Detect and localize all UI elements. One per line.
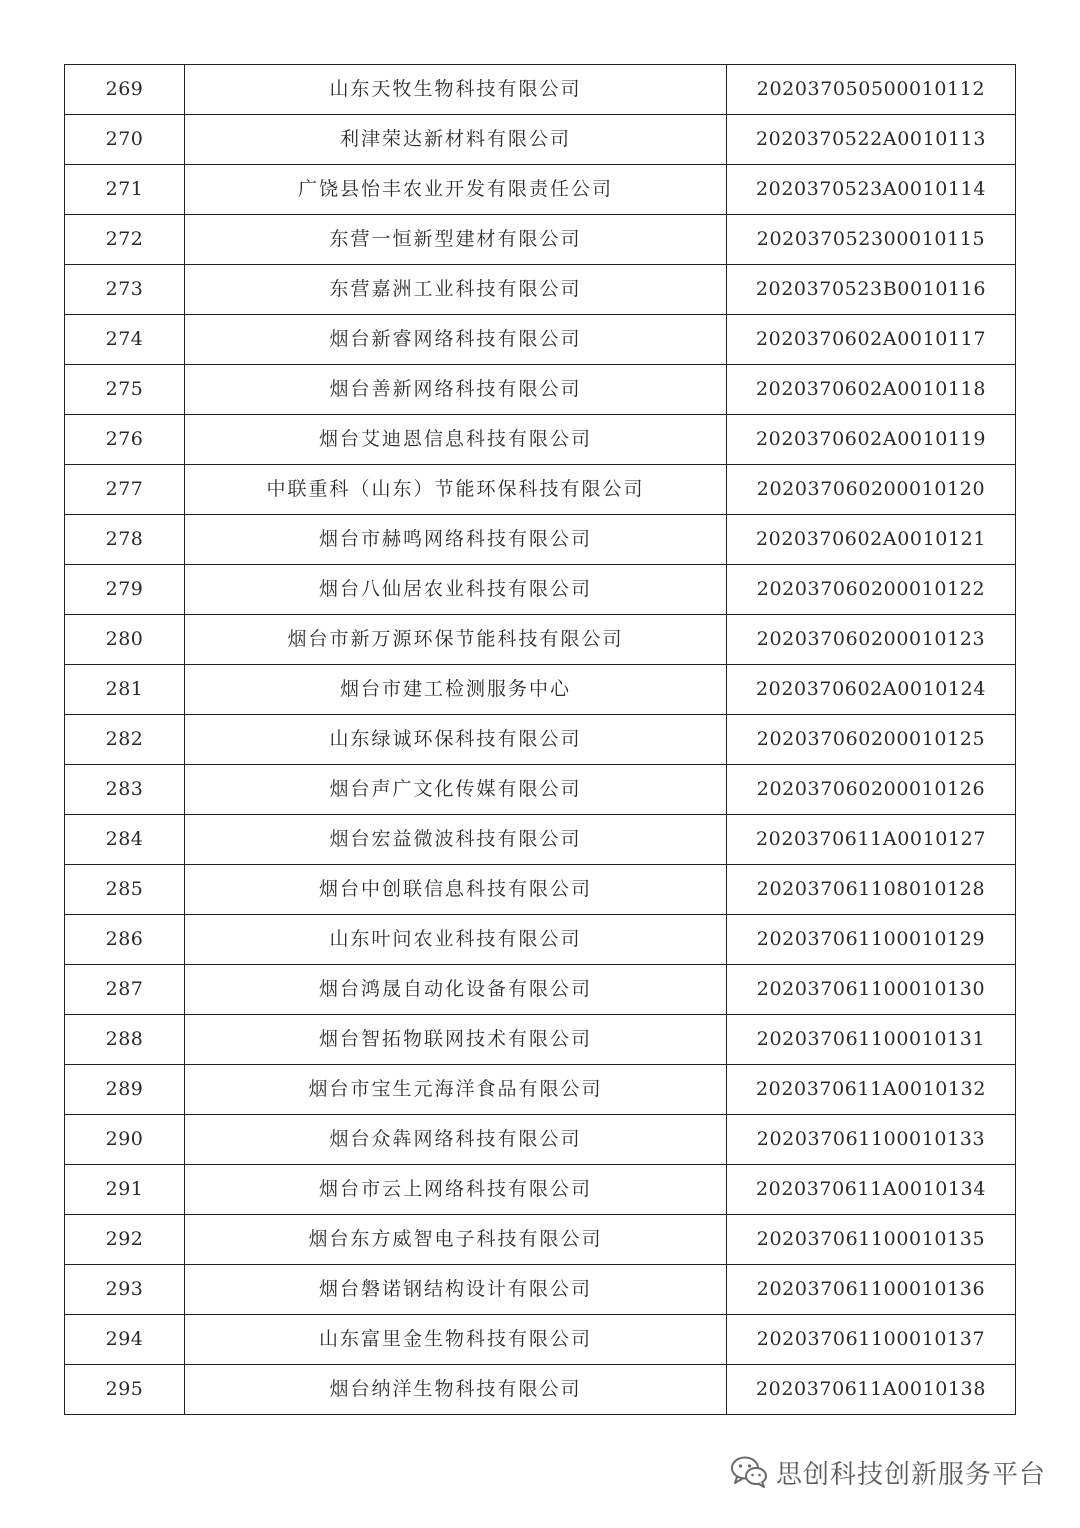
company-name: 烟台善新网络科技有限公司 <box>185 365 727 415</box>
company-name: 东营一恒新型建材有限公司 <box>185 215 727 265</box>
row-number: 295 <box>65 1365 185 1415</box>
row-number: 284 <box>65 815 185 865</box>
company-list-table <box>64 64 1016 1415</box>
table-row <box>65 615 1016 665</box>
table-row <box>65 1365 1016 1415</box>
company-name: 烟台艾迪恩信息科技有限公司 <box>185 415 727 465</box>
table-row <box>65 365 1016 415</box>
table-row <box>65 165 1016 215</box>
row-number: 277 <box>65 465 185 515</box>
company-name: 烟台市宝生元海洋食品有限公司 <box>185 1065 727 1115</box>
registration-code: 202037052300010115 <box>727 215 1016 265</box>
watermark <box>730 1450 1046 1494</box>
registration-code: 202037060200010126 <box>727 765 1016 815</box>
table-row <box>65 815 1016 865</box>
row-number: 280 <box>65 615 185 665</box>
company-name: 烟台新睿网络科技有限公司 <box>185 315 727 365</box>
table-row <box>65 865 1016 915</box>
table-row <box>65 565 1016 615</box>
row-number: 270 <box>65 115 185 165</box>
row-number: 287 <box>65 965 185 1015</box>
registration-code: 202037060200010120 <box>727 465 1016 515</box>
company-name: 烟台东方威智电子科技有限公司 <box>185 1215 727 1265</box>
row-number: 282 <box>65 715 185 765</box>
company-name: 山东富里金生物科技有限公司 <box>185 1315 727 1365</box>
row-number: 274 <box>65 315 185 365</box>
row-number: 286 <box>65 915 185 965</box>
registration-code: 202037061100010131 <box>727 1015 1016 1065</box>
row-number: 285 <box>65 865 185 915</box>
registration-code: 202037060200010123 <box>727 615 1016 665</box>
company-name: 山东叶问农业科技有限公司 <box>185 915 727 965</box>
registration-code: 2020370611A0010127 <box>727 815 1016 865</box>
company-name: 烟台市赫鸣网络科技有限公司 <box>185 515 727 565</box>
registration-code: 202037061100010129 <box>727 915 1016 965</box>
registration-code: 202037061100010137 <box>727 1315 1016 1365</box>
table-row <box>65 1265 1016 1315</box>
row-number: 289 <box>65 1065 185 1115</box>
registration-code: 2020370602A0010121 <box>727 515 1016 565</box>
row-number: 278 <box>65 515 185 565</box>
table-row <box>65 965 1016 1015</box>
table-row <box>65 915 1016 965</box>
watermark-text: 思创科技创新服务平台 <box>776 1459 1047 1490</box>
row-number: 290 <box>65 1115 185 1165</box>
table-row <box>65 1215 1016 1265</box>
company-name: 烟台中创联信息科技有限公司 <box>185 865 727 915</box>
company-name: 中联重科（山东）节能环保科技有限公司 <box>185 465 727 515</box>
table-row <box>65 115 1016 165</box>
table-row <box>65 1065 1016 1115</box>
row-number: 276 <box>65 415 185 465</box>
company-name: 烟台鸿晟自动化设备有限公司 <box>185 965 727 1015</box>
row-number: 293 <box>65 1265 185 1315</box>
row-number: 283 <box>65 765 185 815</box>
company-name: 烟台声广文化传媒有限公司 <box>185 765 727 815</box>
registration-code: 2020370611A0010134 <box>727 1165 1016 1215</box>
row-number: 272 <box>65 215 185 265</box>
table-row <box>65 715 1016 765</box>
table-row <box>65 315 1016 365</box>
company-name: 烟台磐诺钢结构设计有限公司 <box>185 1265 727 1315</box>
table-row <box>65 465 1016 515</box>
registration-code: 2020370602A0010119 <box>727 415 1016 465</box>
row-number: 275 <box>65 365 185 415</box>
table-row <box>65 65 1016 115</box>
registration-code: 202037061100010130 <box>727 965 1016 1015</box>
company-name: 烟台市云上网络科技有限公司 <box>185 1165 727 1215</box>
registration-code: 202037060200010125 <box>727 715 1016 765</box>
company-name: 利津荣达新材料有限公司 <box>185 115 727 165</box>
registration-code: 202037061100010136 <box>727 1265 1016 1315</box>
registration-code: 2020370523A0010114 <box>727 165 1016 215</box>
registration-code: 2020370602A0010124 <box>727 665 1016 715</box>
registration-code: 2020370602A0010117 <box>727 315 1016 365</box>
table-row <box>65 665 1016 715</box>
row-number: 271 <box>65 165 185 215</box>
table-row <box>65 215 1016 265</box>
table-row <box>65 1115 1016 1165</box>
table-row <box>65 1015 1016 1065</box>
company-name: 烟台市新万源环保节能科技有限公司 <box>185 615 727 665</box>
registration-code: 2020370522A0010113 <box>727 115 1016 165</box>
company-name: 山东天牧生物科技有限公司 <box>185 65 727 115</box>
row-number: 292 <box>65 1215 185 1265</box>
row-number: 291 <box>65 1165 185 1215</box>
registration-code: 2020370611A0010138 <box>727 1365 1016 1415</box>
registration-code: 202037061100010135 <box>727 1215 1016 1265</box>
registration-code: 202037060200010122 <box>727 565 1016 615</box>
registration-code: 202037061108010128 <box>727 865 1016 915</box>
registration-code: 202037050500010112 <box>727 65 1016 115</box>
row-number: 281 <box>65 665 185 715</box>
row-number: 294 <box>65 1315 185 1365</box>
table-row <box>65 415 1016 465</box>
wechat-icon <box>730 1455 768 1489</box>
company-name: 山东绿诚环保科技有限公司 <box>185 715 727 765</box>
table-row <box>65 265 1016 315</box>
row-number: 279 <box>65 565 185 615</box>
registration-code: 2020370523B0010116 <box>727 265 1016 315</box>
table-row <box>65 1315 1016 1365</box>
row-number: 273 <box>65 265 185 315</box>
table-row <box>65 765 1016 815</box>
company-name: 广饶县怡丰农业开发有限责任公司 <box>185 165 727 215</box>
company-name: 烟台八仙居农业科技有限公司 <box>185 565 727 615</box>
company-name: 烟台纳洋生物科技有限公司 <box>185 1365 727 1415</box>
company-name: 烟台众犇网络科技有限公司 <box>185 1115 727 1165</box>
company-name: 烟台智拓物联网技术有限公司 <box>185 1015 727 1065</box>
table-row <box>65 515 1016 565</box>
company-name: 烟台宏益微波科技有限公司 <box>185 815 727 865</box>
registration-code: 2020370611A0010132 <box>727 1065 1016 1115</box>
table-row <box>65 1165 1016 1215</box>
company-name: 烟台市建工检测服务中心 <box>185 665 727 715</box>
registration-code: 2020370602A0010118 <box>727 365 1016 415</box>
row-number: 288 <box>65 1015 185 1065</box>
row-number: 269 <box>65 65 185 115</box>
registration-code: 202037061100010133 <box>727 1115 1016 1165</box>
company-list-body <box>65 65 1016 1415</box>
company-name: 东营嘉洲工业科技有限公司 <box>185 265 727 315</box>
